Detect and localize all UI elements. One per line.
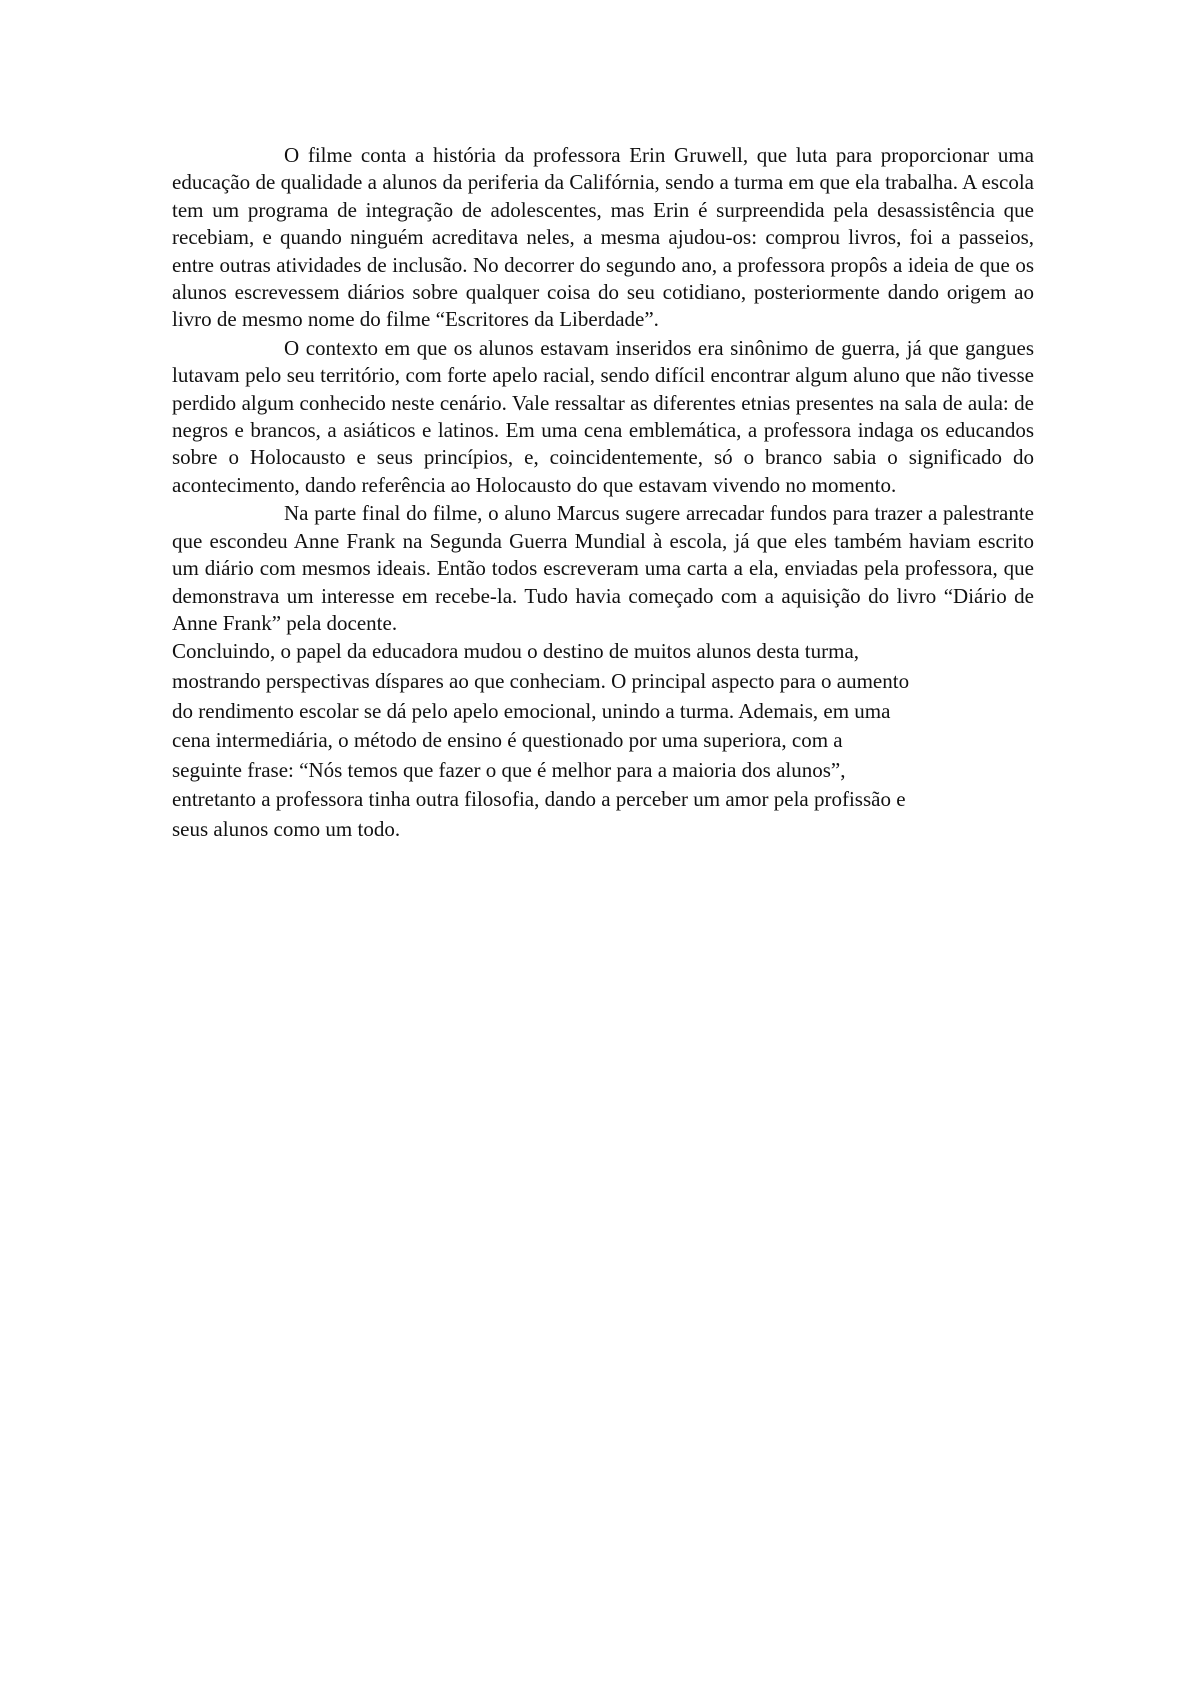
paragraph-2: O contexto em que os alunos estavam inseridos era sinônimo de guerra, já que gangues lutavam pelo seu território, com forte apelo racial, sendo difícil encontrar algum aluno que não tivesse perdido algum conhecido neste cenário. Vale ressaltar as diferentes etnias presentes na sala de aula: de negros e brancos, a asiáticos e latinos. Em uma cena emblemática, a professora indaga os educandos sobre o Holocausto e seus princípios, e, coincidentemente, só o branco sabia o significado do acontecimento, dando referência ao Holocausto do que estavam vivendo no momento. (172, 335, 1034, 497)
paragraph-conclusion (172, 637, 1034, 844)
conclusion-line: entretanto a professora tinha outra filosofia, dando a perceber um amor pela profissão e (172, 787, 906, 812)
paragraph-1: O filme conta a história da professora Erin Gruwell, que luta para proporcionar uma educação de qualidade a alunos da periferia da Califórnia, sendo a turma em que ela trabalha. A escola tem um programa de integração de adolescentes, mas Erin é surpreendida pela desassistência que recebiam, e quando ninguém acreditava neles, a mesma ajudou-os: comprou livros, foi a passeios, entre outras atividades de inclusão. No decorrer do segundo ano, a professora propôs a ideia de que os alunos escrevessem diários sobre qualquer coisa do seu cotidiano, posteriormente dando origem ao livro de mesmo nome do filme “Escritores da Liberdade”. (172, 143, 1034, 332)
conclusion-line: Concluindo, o papel da educadora mudou o destino de muitos alunos desta turma, (172, 639, 860, 664)
conclusion-line: cena intermediária, o método de ensino é questionado por uma superiora, com a (172, 728, 843, 753)
document-body (172, 142, 1034, 844)
conclusion-line: mostrando perspectivas díspares ao que conheciam. O principal aspecto para o aumento (172, 668, 910, 693)
conclusion-line: seguinte frase: “Nós temos que fazer o que é melhor para a maioria dos alunos”, (172, 757, 846, 782)
conclusion-line: do rendimento escolar se dá pelo apelo emocional, unindo a turma. Ademais, em uma (172, 698, 891, 723)
paragraph-3: Na parte final do filme, o aluno Marcus sugere arrecadar fundos para trazer a palestrante que escondeu Anne Frank na Segunda Guerra Mundial à escola, já que eles também haviam escrito um diário com mesmos ideais. Então todos escreveram uma carta a ela, enviadas pela professora, que demonstrava um interesse em recebe-la. Tudo havia começado com a aquisição do livro “Diário de Anne Frank” pela docente. (172, 501, 1034, 635)
conclusion-line: seus alunos como um todo. (172, 816, 401, 841)
